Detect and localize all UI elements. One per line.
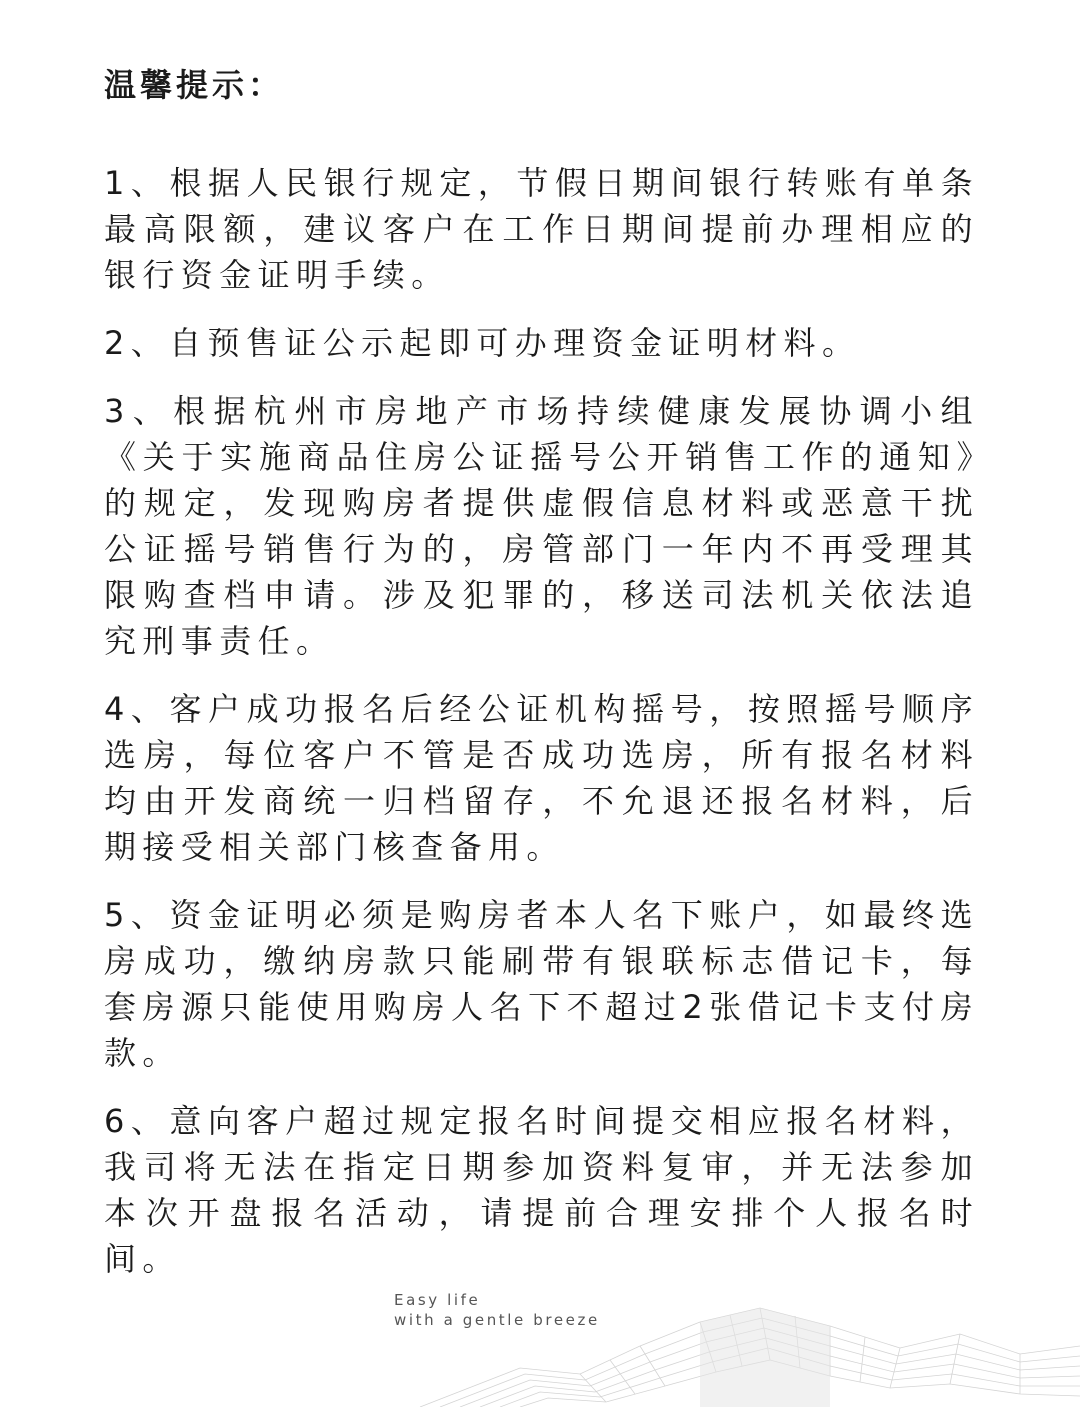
- slogan: [394, 1290, 600, 1330]
- notice-item-1: 1、根据人民银行规定，节假日期间银行转账有单条最高限额，建议客户在工作日期间提前办理相应的银行资金证明手续。: [104, 164, 979, 294]
- slogan-line-2: with a gentle breeze: [394, 1311, 600, 1329]
- notice-item-6: 6、意向客户超过规定报名时间提交相应报名材料，我司将无法在指定日期参加资料复审，并无法参加本次开盘报名活动，请提前合理安排个人报名时间。: [104, 1102, 979, 1278]
- notice-item-5: 5、资金证明必须是购房者本人名下账户，如最终选房成功，缴纳房款只能刷带有银联标志借记卡，每套房源只能使用购房人名下不超过2张借记卡支付房款。: [104, 896, 979, 1072]
- notice-section: [104, 62, 979, 1304]
- slogan-line-1: Easy life: [394, 1291, 481, 1309]
- notice-item-4: 4、客户成功报名后经公证机构摇号，按照摇号顺序选房，每位客户不管是否成功选房，所有报名材料均由开发商统一归档留存，不允退还报名材料，后期接受相关部门核查备用。: [104, 690, 979, 866]
- notice-item-2: 2、自预售证公示起即可办理资金证明材料。: [104, 324, 861, 362]
- footer: [0, 1250, 1080, 1407]
- notice-title: 温馨提示：: [104, 66, 285, 104]
- notice-item-3: 3、根据杭州市房地产市场持续健康发展协调小组《关于实施商品住房公证摇号公开销售工作的通知》的规定，发现购房者提供虚假信息材料或恶意干扰公证摇号销售行为的，房管部门一年内不再受理其限购查档申请。涉及犯罪的，移送司法机关依法追究刑事责任。: [104, 392, 979, 660]
